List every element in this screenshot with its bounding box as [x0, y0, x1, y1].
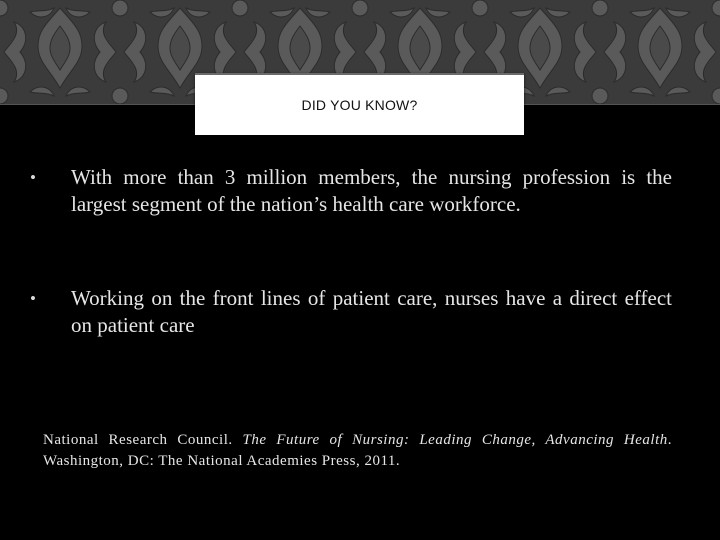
bullet-text: With more than 3 million members, the nursing profession is the largest segment of the nation’s health care workforce. — [71, 165, 672, 216]
citation-title: The Future of Nursing: Leading Change, Advancing Health — [242, 432, 668, 448]
citation-publisher: . Washington, DC: The National Academies Press, 2011. — [43, 432, 672, 469]
slide-title: DID YOU KNOW? — [301, 97, 418, 113]
bullet-list — [30, 164, 672, 339]
bullet-glyph: • — [30, 168, 36, 187]
bullet-text: Working on the front lines of patient care, nurses have a direct effect on patient care — [71, 286, 672, 337]
bullet-glyph: • — [30, 289, 36, 308]
citation-author: National Research Council. — [43, 432, 243, 448]
bullet-item — [30, 285, 672, 339]
bullet-item — [30, 164, 672, 218]
title-box — [195, 73, 524, 135]
citation — [43, 430, 672, 472]
